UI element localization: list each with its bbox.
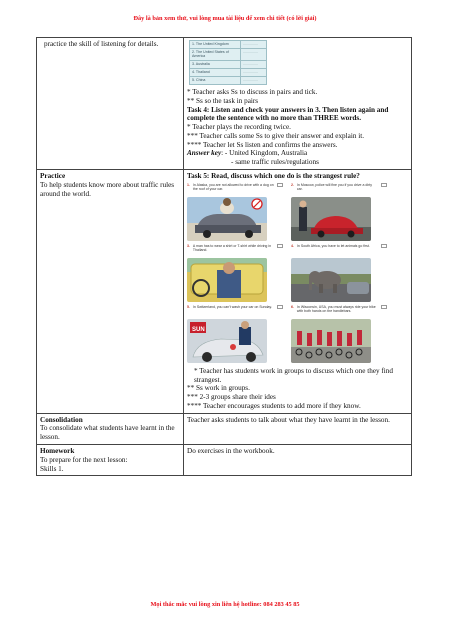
lesson-plan-table [36, 37, 412, 476]
rule-number: 5. [187, 304, 190, 309]
instruction-line: * Teacher plays the recording twice. [187, 123, 291, 132]
tick-box [277, 305, 283, 309]
elephant-crossing-road-photo [291, 258, 371, 302]
aim-cell [37, 38, 184, 170]
tick-box [381, 183, 387, 187]
tick-box [277, 244, 283, 248]
rule-caption [291, 244, 387, 258]
aim-text: To consolidate what students have learnt in the lesson. [40, 424, 175, 442]
stage-cell [37, 413, 184, 444]
rule-text: In Wisconsin, USA, you must always ride your bike with both hands on the handlebars. [296, 304, 376, 314]
table-row [190, 49, 267, 61]
rule-text: A man has to wear a shirt or T-shirt while driving in Thailand. [192, 243, 272, 253]
preview-banner: Đây là bản xem thử, vui lòng mua tài liệu để xem chi tiết (có lời giải) [133, 15, 317, 22]
answer-key-value: : - United Kingdom, Australia [221, 149, 308, 158]
answer-key-label: Answer key [187, 149, 222, 158]
aim-text: practice the skill of listening for details. [44, 40, 159, 48]
table-row [190, 68, 267, 76]
answer-blank: ............... [241, 76, 267, 84]
table-row [190, 60, 267, 68]
table-row-homework [37, 445, 412, 476]
country-label: 1. The United Kingdom [190, 41, 241, 49]
instruction-line: * Teacher asks Ss to discuss in pairs and tick. [187, 87, 318, 96]
rule-number: 4. [291, 243, 294, 248]
task-4-heading: Task 4: Listen and check your answers in 3. Then listen again and complete the sentence with no more than THREE words. [187, 105, 389, 123]
driver-shirt-photo [187, 258, 267, 302]
rule-caption [187, 183, 283, 197]
answer-key [187, 149, 408, 158]
rule-text: In Alaska, you are not allowed to drive with a dog on the roof of your car. [192, 182, 274, 192]
stage-heading: Practice [40, 172, 66, 180]
rule-card [187, 305, 283, 363]
rule-text: In South Africa, you have to let animals go first. [296, 243, 370, 248]
aim-text: Skills 1. [40, 464, 64, 473]
rule-number: 2. [291, 182, 294, 187]
country-label: 5. China [190, 76, 241, 84]
rule-caption [187, 305, 283, 319]
tick-box [381, 305, 387, 309]
car-washing-photo [187, 319, 267, 363]
country-label: 4. Thailand [190, 68, 241, 76]
answer-key-line2: - same traffic rules/regulations [231, 158, 319, 167]
table-row-consolidation [37, 413, 412, 444]
procedure-cell [184, 170, 412, 414]
answer-blank: ............... [241, 68, 267, 76]
rule-card [291, 305, 387, 363]
answer-blank: ............... [241, 49, 267, 61]
answer-blank: ............... [241, 41, 267, 49]
country-label: 3. Australia [190, 60, 241, 68]
procedure-text: Do exercises in the workbook. [187, 447, 275, 456]
instruction-line: *** Teacher calls some Ss to give their answer and explain it. [187, 131, 365, 140]
cyclists-parade-photo [291, 319, 371, 363]
countries-table [189, 40, 267, 85]
dog-on-car-roof-photo [187, 197, 267, 241]
sign-text: SUN [192, 326, 205, 333]
instruction-line: **** Teacher let Ss listen and confirms the answers. [187, 140, 338, 149]
tick-box [381, 244, 387, 248]
rule-card [187, 244, 283, 302]
stage-heading: Homework [40, 447, 75, 456]
table-row-practice [37, 170, 412, 414]
rule-number: 3. [187, 243, 190, 248]
stage-cell [37, 445, 184, 476]
country-label: 2. The United States of America [190, 49, 241, 61]
answer-blank: ............... [241, 60, 267, 68]
procedure-text: Teacher asks students to talk about what they have learnt in the lesson. [187, 415, 390, 424]
rule-caption [187, 244, 283, 258]
rule-card [291, 244, 387, 302]
stage-cell [37, 170, 184, 414]
instruction-line: ** Ss so the task in pairs [187, 96, 259, 105]
rule-number: 1. [187, 182, 190, 187]
instruction-line: ** Ss work in groups. [187, 384, 250, 393]
task-5-heading: Task 5: Read, discuss which one do is the strangest rule? [187, 172, 360, 180]
rule-card [187, 183, 283, 241]
aim-text: To prepare for the next lesson: [40, 455, 128, 464]
rule-number: 6. [291, 304, 294, 309]
instruction-line: **** Teacher encourages students to add more if they know. [187, 401, 361, 410]
aim-text: To help students know more about traffic rules around the world. [40, 180, 175, 198]
rule-card [291, 183, 387, 241]
procedure-cell [184, 445, 412, 476]
instruction-line: *** 2-3 groups share their ides [187, 393, 276, 402]
rule-caption [291, 183, 387, 197]
table-row-listening [37, 38, 412, 170]
rule-text: In Switzerland, you can't wash your car on Sunday. [192, 304, 272, 309]
tick-box [277, 183, 283, 187]
hotline-banner: Mọi thắc mắc vui lòng xin liên hệ hotline: 084 283 45 85 [150, 601, 300, 608]
traffic-rules-grid [187, 183, 387, 363]
police-dirty-car-photo [291, 197, 371, 241]
procedure-cell [184, 38, 412, 170]
table-row [190, 76, 267, 84]
procedure-cell [184, 413, 412, 444]
rule-caption [291, 305, 387, 319]
table-row [190, 41, 267, 49]
stage-heading: Consolidation [40, 415, 83, 424]
instruction-line: * Teacher has students work in groups to discuss which one they find strangest. [194, 366, 393, 384]
rule-text: In Moscow, police will fine you if you drive a dirty car. [296, 182, 373, 192]
